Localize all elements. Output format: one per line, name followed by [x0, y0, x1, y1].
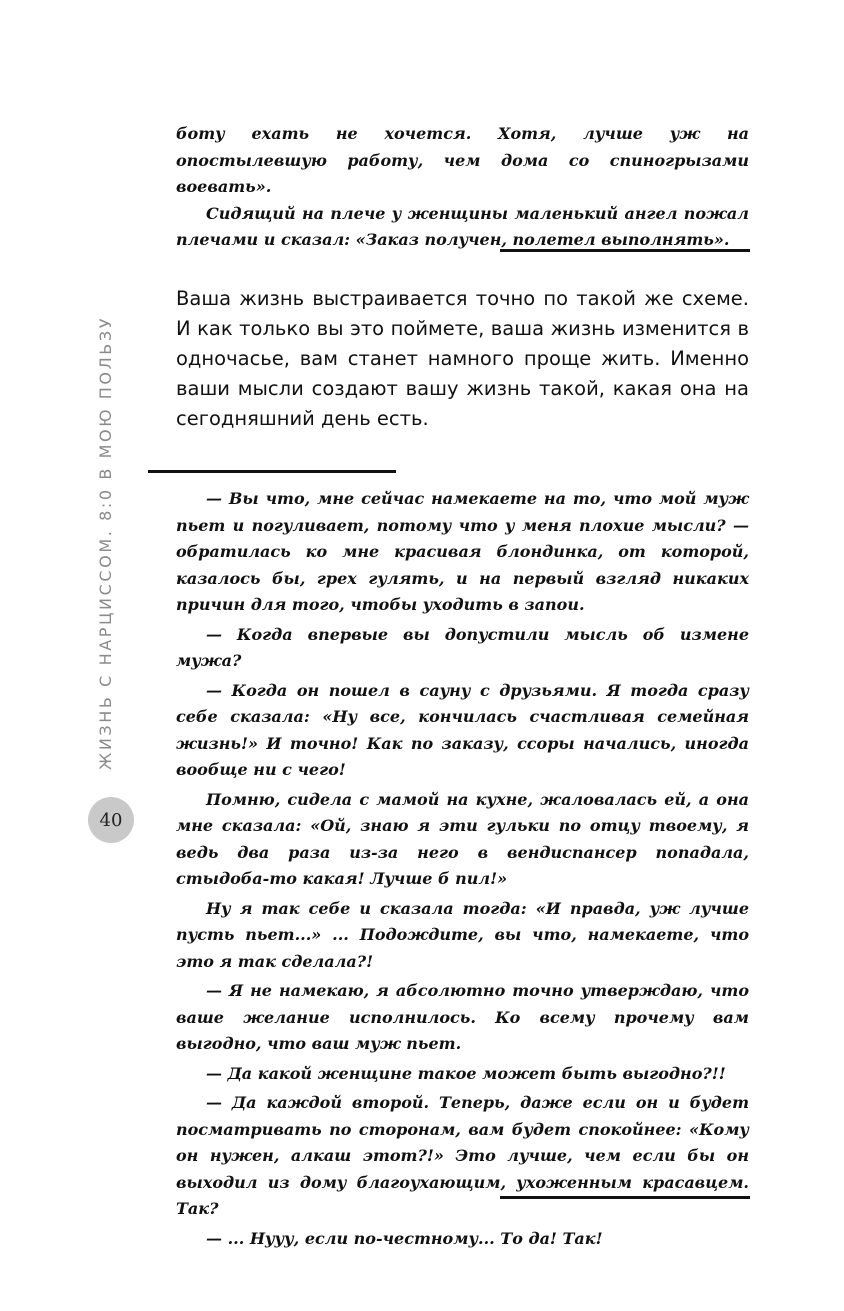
running-title: ЖИЗНЬ С НАРЦИССОМ. 8:0 В МОЮ ПОЛЬЗУ	[96, 315, 115, 770]
dialog-paragraph: — Я не намекаю, я абсолютно точно утверждаю, что ваше желание исполнилось. Ко всему прочему вам выгодно, что ваш муж пьет.	[176, 981, 749, 1053]
top-story-block	[176, 121, 749, 254]
divider-rule	[500, 249, 750, 252]
dialog-paragraph: — Да каждой второй. Теперь, даже если он и будет посматривать по сторонам, вам будет спокойнее: «Кому он нужен, алкаш этот?!» Это лучше, чем если бы он выходил из дому благоухающим, ухоженным красавцем. Так?	[176, 1093, 749, 1218]
dialog-paragraph: Помню, сидела с мамой на кухне, жаловалась ей, а она мне сказала: «Ой, знаю я эти гульки по отцу твоему, я ведь два раза из-за него в вендиспансер попадала, стыдоба-то какая! Лучше б пил!»	[176, 789, 749, 888]
dialog-paragraph: — Когда впервые вы допустили мысль об измене мужа?	[176, 624, 749, 670]
divider-rule	[148, 470, 396, 473]
dialog-block	[176, 486, 749, 1255]
main-text-block	[176, 284, 749, 434]
divider-rule	[500, 1196, 750, 1199]
dialog-paragraph: — ... Нууу, если по-честному... То да! Так!	[206, 1228, 603, 1248]
dialog-paragraph: — Когда он пошел в сауну с друзьями. Я тогда сразу себе сказала: «Ну все, кончилась счастливая семейная жизнь!» И точно! Как по заказу, ссоры начались, иногда вообще ни с чего!	[176, 680, 749, 779]
dialog-paragraph: — Да какой женщине такое может быть выгодно?!!	[206, 1063, 726, 1083]
dialog-paragraph: Ну я так себе и сказала тогда: «И правда, уж лучше пусть пьет...» ... Подождите, вы что, намекаете, что это я так сделала?!	[176, 898, 749, 971]
top-story-paragraph: Сидящий на плече у женщины маленький ангел пожал плечами и сказал: «Заказ получен, полетел выполнять».	[176, 203, 749, 249]
top-story-paragraph: боту ехать не хочется. Хотя, лучше уж на опостылевшую работу, чем дома со спиногрызами воевать».	[176, 124, 749, 196]
main-paragraph: Ваша жизнь выстраивается точно по такой же схеме. И как только вы это поймете, ваша жизнь изменится в одночасье, вам станет намного проще жить. Именно ваши мысли создают вашу жизнь такой, какая она на сегодняшний день есть.	[176, 287, 749, 430]
page-number-badge: 40	[88, 797, 134, 843]
dialog-paragraph: — Вы что, мне сейчас намекаете на то, что мой муж пьет и погуливает, потому что у меня плохие мысли? — обратилась ко мне красивая блондинка, от которой, казалось бы, грех гулять, и на первый взгляд никаких причин для того, чтобы уходить в запои.	[176, 489, 749, 614]
